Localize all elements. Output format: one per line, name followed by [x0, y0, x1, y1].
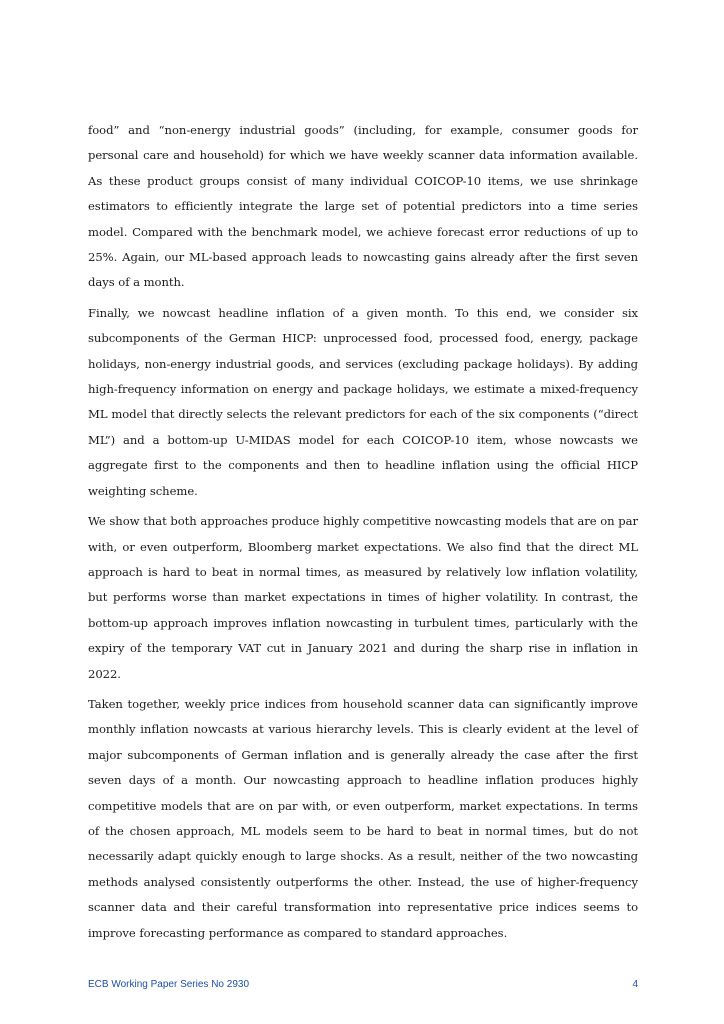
paragraph-3: We show that both approaches produce highly competitive nowcasting models that are on par with, or even outperform, Bloomberg market expectations. We also find that the direct ML approach is hard to beat in normal times, as measured by relatively low inflation volatility, but performs worse than market expectations in times of higher volatility. In contrast, the bottom-up approach improves inflation nowcasting in turbulent times, particularly with the expiry of the temporary VAT cut in January 2021 and during the sharp rise in inflation in 2022. [88, 514, 638, 681]
paragraph-4: Taken together, weekly price indices from household scanner data can significantly improve monthly inflation nowcasts at various hierarchy levels. This is clearly evident at the level of major subcomponents of German inflation and is generally already the case after the first seven days of a month. Our nowcasting approach to headline inflation produces highly competitive models that are on par with, or even outperform, market expectations. In terms of the chosen approach, ML models seem to be hard to beat in normal times, but do not necessarily adapt quickly enough to large shocks. As a result, neither of the two nowcasting methods analysed consistently outperforms the other. Instead, the use of higher-frequency scanner data and their careful transformation into representative price indices seems to improve forecasting performance as compared to standard approaches. [88, 696, 638, 940]
paragraph-2: Finally, we nowcast headline inflation of a given month. To this end, we consider six subcomponents of the German HICP: unprocessed food, processed food, energy, package holidays, non-energy industrial goods, and services (excluding package holidays). By adding high-frequency information on energy and package holidays, we estimate a mixed-frequency ML model that directly selects the relevant predictors for each of the six components (“direct ML”) and a bottom-up U-MIDAS model for each COICOP-10 item, whose nowcasts we aggregate first to the components and then to headline inflation using the official HICP weighting scheme. [88, 305, 638, 498]
paragraph-1: food” and “non-energy industrial goods” (including, for example, consumer goods for personal care and household) for which we have weekly scanner data information available. As these product groups consist of many individual COICOP-10 items, we use shrinkage estimators to efficiently integrate the large set of potential predictors into a time series model. Compared with the benchmark model, we achieve forecast error reductions of up to 25%. Again, our ML-based approach leads to nowcasting gains already after the first seven days of a month. [88, 123, 638, 290]
footer-series-label: ECB Working Paper Series No 2930 [88, 979, 250, 990]
body-text [88, 118, 638, 951]
footer-page-number: 4 [632, 979, 638, 990]
